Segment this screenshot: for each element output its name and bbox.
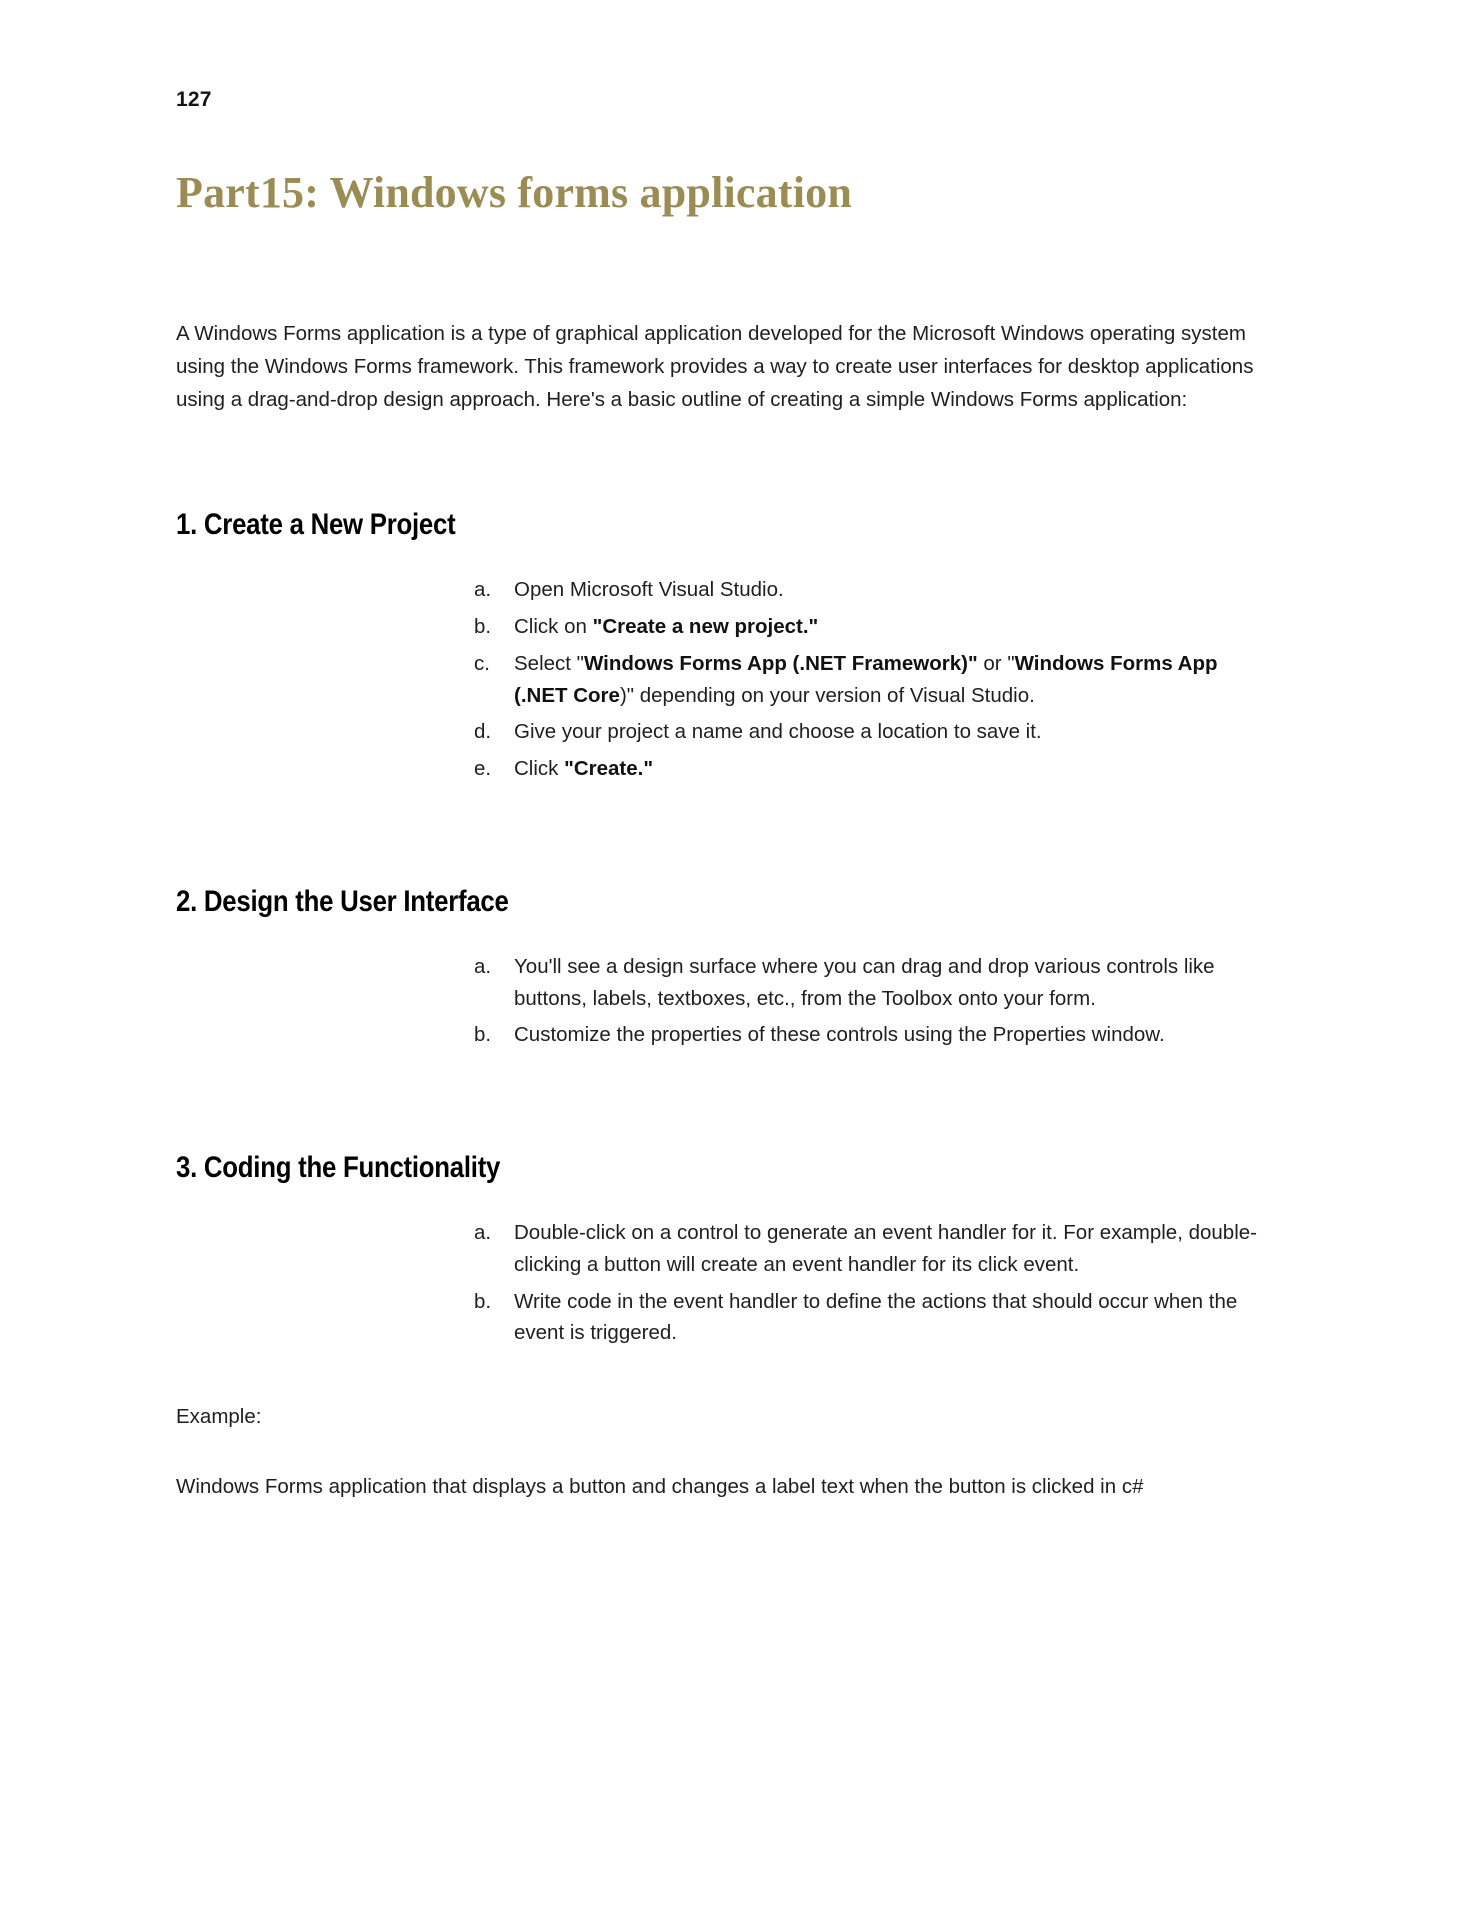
section-create-new-project	[176, 508, 1308, 785]
list-marker: b.	[474, 614, 492, 638]
list-item	[176, 1019, 1308, 1051]
list-item	[176, 611, 1308, 643]
section-heading: 1. Create a New Project	[176, 508, 456, 542]
list-item-text: Customize the properties of these controls using the Properties window.	[514, 1023, 1165, 1047]
list-item-text: Write code in the event handler to define the actions that should occur when the event is triggered.	[514, 1289, 1238, 1345]
section-coding-functionality	[176, 1151, 1308, 1349]
section-design-user-interface	[176, 885, 1308, 1051]
list-item-text: Double-click on a control to generate an event handler for it. For example, double-clicking a button will create an event handler for its click event.	[514, 1221, 1257, 1276]
list-item	[176, 574, 1308, 606]
list-item	[176, 1217, 1308, 1281]
list-marker: b.	[474, 1023, 492, 1047]
closing-paragraph: Windows Forms application that displays a button and changes a label text when the button is clicked in c#	[176, 1474, 1144, 1498]
list-item-text: Click "Create."	[514, 757, 654, 781]
list-item	[176, 1286, 1308, 1350]
list-item-text: Select "Windows Forms App (.NET Framework)" or "Windows Forms App (.NET Core)" depending on your version of Visual Studio.	[514, 651, 1218, 707]
list-item	[176, 753, 1308, 785]
list-marker: b.	[474, 1289, 492, 1313]
list-item	[176, 716, 1308, 748]
list-item-text: Click on "Create a new project."	[514, 614, 819, 638]
example-label: Example:	[176, 1405, 262, 1429]
page-title: Part15: Windows forms application	[176, 168, 853, 217]
list-marker: a.	[474, 578, 492, 602]
page-number: 127	[176, 88, 212, 111]
ordered-list	[176, 574, 1308, 785]
list-item	[176, 648, 1308, 712]
list-marker: a.	[474, 954, 492, 978]
list-marker: c.	[474, 651, 490, 675]
list-marker: d.	[474, 720, 492, 744]
section-heading: 3. Coding the Functionality	[176, 1151, 501, 1185]
list-marker: a.	[474, 1221, 492, 1245]
list-marker: e.	[474, 757, 492, 781]
list-item	[176, 951, 1308, 1015]
ordered-list	[176, 1217, 1308, 1349]
section-heading: 2. Design the User Interface	[176, 884, 509, 918]
ordered-list	[176, 951, 1308, 1051]
list-item-text: You'll see a design surface where you can drag and drop various controls like buttons, labels, textboxes, etc., from the Toolbox onto your form.	[514, 954, 1215, 1010]
list-item-text: Open Microsoft Visual Studio.	[514, 578, 784, 602]
intro-paragraph: A Windows Forms application is a type of graphical application developed for the Microsoft Windows operating system using the Windows Forms framework. This framework provides a way to create user interfaces for desktop applications using a drag-and-drop design approach. Here's a basic outline of creating a simple Windows Forms application:	[176, 321, 1254, 411]
list-item-text: Give your project a name and choose a location to save it.	[514, 720, 1042, 744]
